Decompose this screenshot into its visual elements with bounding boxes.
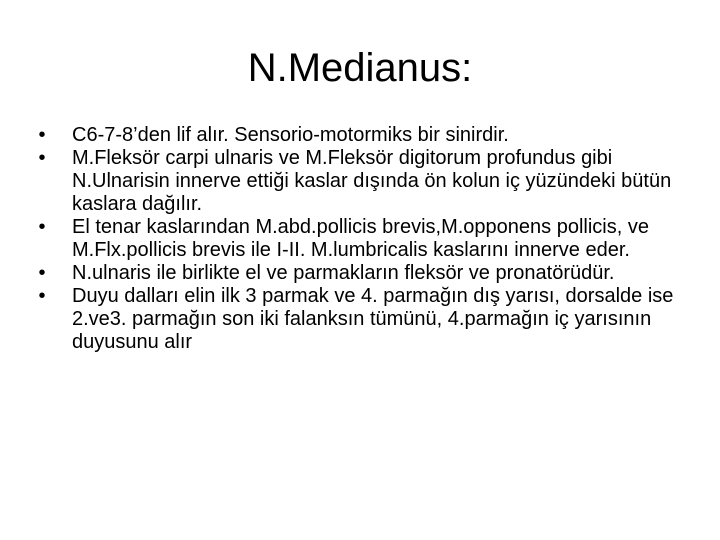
bullet-item-5 [34, 285, 694, 354]
bullet-text: N.ulnaris ile birlikte el ve parmakların fleksör ve pronatörüdür. [72, 262, 615, 284]
bullet-marker: • [38, 262, 46, 284]
bullet-text: C6-7-8’den lif alır. Sensorio-motormiks bir sinirdir. [72, 124, 509, 146]
bullet-text: M.Fleksör carpi ulnaris ve M.Fleksör digitorum profundus gibi N.Ulnarisin innerve ettiği kaslar dışında ön kolun iç yüzündeki bütün kaslara dağılır. [72, 147, 672, 215]
slide-title: N.Medianus: [247, 46, 473, 90]
bullet-item-2 [34, 147, 694, 216]
bullet-marker: • [38, 147, 46, 169]
bullet-item-4 [34, 262, 694, 285]
bullet-marker: • [38, 216, 46, 238]
bullet-marker: • [38, 285, 46, 307]
bullet-text: Duyu dalları elin ilk 3 parmak ve 4. parmağın dış yarısı, dorsalde ise 2.ve3. parmağın son iki falanksın tümünü, 4.parmağın iç yarısının duyusunu alır [72, 285, 674, 353]
bullet-item-1 [34, 124, 694, 147]
bullet-text: El tenar kaslarından M.abd.pollicis brevis,M.opponens pollicis, ve M.Flx.pollicis brevis ile I-II. M.lumbricalis kaslarını innerve eder. [72, 216, 649, 261]
bullet-marker: • [38, 124, 46, 146]
bullet-item-3 [34, 216, 694, 262]
bullet-list [34, 124, 694, 354]
